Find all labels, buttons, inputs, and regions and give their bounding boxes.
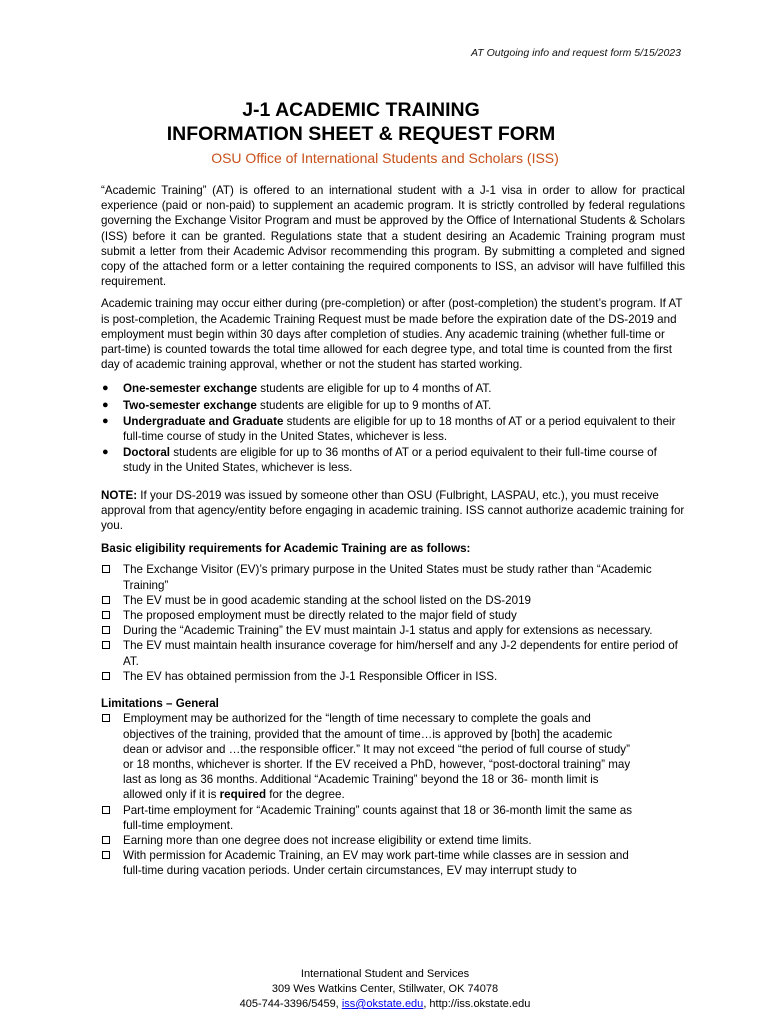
footer-address: 309 Wes Watkins Center, Stillwater, OK 74078 <box>271 983 499 995</box>
title-line-1: J-1 ACADEMIC TRAINING <box>242 99 480 121</box>
limitations-heading: Limitations – General <box>101 697 219 711</box>
bullet-icon: ● <box>102 414 109 427</box>
title-line-2: INFORMATION SHEET & REQUEST FORM <box>166 123 556 145</box>
list-item: The EV must maintain health insurance coverage for him/herself and any J-2 dependents for entire period of AT. <box>101 638 685 668</box>
office-subtitle: OSU Office of International Students and Scholars (ISS) <box>211 150 559 166</box>
list-item: ● One-semester exchange students are eligible for up to 4 months of AT. <box>102 382 492 396</box>
eligibility-limits-list <box>101 381 685 475</box>
page-title <box>0 98 722 146</box>
bullet-icon: ● <box>102 382 109 395</box>
note-label: NOTE: <box>101 488 138 502</box>
intro-paragraph-2: Academic training may occur either during (pre-completion) or after (post-completion) the student’s program. If AT is post-completion, the Academic Training Request must be made before the expiration date of the DS-2019 and employment must begin within 30 days after completion of studies. Any academic training (whether full-time or part-time) is counted towards the total time allowed for each degree type, and total time is counted from the first day of academic training approval, whether or not the student has started working. <box>101 297 683 372</box>
checkbox-icon <box>102 611 110 619</box>
list-item: Earning more than one degree does not increase eligibility or extend time limits. <box>101 833 641 848</box>
intro-paragraph-1: “Academic Training” (AT) is offered to an international student with a J-1 visa in order to allow for practical experience (paid or non-paid) to supplement an academic program. It is strictly controlled by federal regulations governing the Exchange Visitor Program and must be approved by the Office of International Students & Scholars (ISS) before it can be granted. Regulations state that a student desiring an Academic Training program must submit a letter from their Academic Advisor recommending this program. By submitting a completed and signed copy of the attached form or a letter containing the required components to ISS, an advisor will have fulfilled this requirement. <box>101 184 685 289</box>
list-item: With permission for Academic Training, an EV may work part-time while classes are in session and full-time during vacation periods. Under certain circumstances, EV may interrupt study to <box>101 848 641 878</box>
bullet-icon: ● <box>102 398 109 411</box>
list-item: The EV has obtained permission from the J-1 Responsible Officer in ISS. <box>101 669 685 684</box>
limitations-list <box>101 711 641 878</box>
checkbox-icon <box>102 851 110 859</box>
list-item: ● Two-semester exchange students are eligible for up to 9 months of AT. <box>102 398 492 412</box>
checkbox-icon <box>102 672 110 680</box>
list-item: ● Undergraduate and Graduate students are eligible for up to 18 months of AT or a period equivalent to their full-time course of study in the United States, whichever is less. <box>102 414 676 444</box>
list-item: The Exchange Visitor (EV)’s primary purpose in the United States must be study rather than “Academic Training” <box>101 562 685 592</box>
checkbox-icon <box>102 714 110 722</box>
email-link[interactable]: iss@okstate.edu <box>341 998 424 1010</box>
footer-website: , http://iss.okstate.edu <box>423 998 531 1010</box>
page-footer <box>0 967 770 1012</box>
footer-org: International Student and Services <box>300 968 470 980</box>
list-item: ● Doctoral students are eligible for up to 36 months of AT or a period equivalent to their full-time course of study in the United States, whichever is less. <box>102 446 657 475</box>
checkbox-icon <box>102 565 110 573</box>
list-item: Part-time employment for “Academic Training” counts against that 18 or 36-month limit the same as full-time employment. <box>101 803 641 833</box>
bullet-icon: ● <box>102 446 109 459</box>
list-item: The proposed employment must be directly related to the major field of study <box>101 608 685 623</box>
list-item: During the “Academic Training” the EV must maintain J-1 status and apply for extensions as necessary. <box>101 623 685 638</box>
checkbox-icon <box>102 641 110 649</box>
form-version-note: AT Outgoing info and request form 5/15/2023 <box>471 47 681 59</box>
document-body <box>101 183 685 885</box>
checkbox-icon <box>102 596 110 604</box>
list-item: Employment may be authorized for the “length of time necessary to complete the goals and objectives of the training, provided that the amount of time…is approved by [both] the academic dean or advisor and …the responsible officer.” It may not exceed “the period of full course of study” or 18 months, whichever is shorter. If the EV received a PhD, however, “post-doctoral training” may last as long as 36 months. Additional “Academic Training” beyond the 18 or 36- month limit is allowed only if it is required for the degree. <box>101 711 641 802</box>
note-paragraph: NOTE: If your DS-2019 was issued by someone other than OSU (Fulbright, LASPAU, etc.), you must receive approval from that agency/entity before engaging in academic training. ISS cannot authorize academic training for you. <box>101 488 685 533</box>
requirements-list <box>101 562 685 684</box>
checkbox-icon <box>102 626 110 634</box>
footer-phone: 405-744-3396/5459, <box>239 998 342 1010</box>
checkbox-icon <box>102 806 110 814</box>
requirements-heading: Basic eligibility requirements for Academic Training are as follows: <box>101 542 471 556</box>
list-item: The EV must be in good academic standing at the school listed on the DS-2019 <box>101 593 685 608</box>
checkbox-icon <box>102 836 110 844</box>
footer-contact <box>0 997 770 1012</box>
